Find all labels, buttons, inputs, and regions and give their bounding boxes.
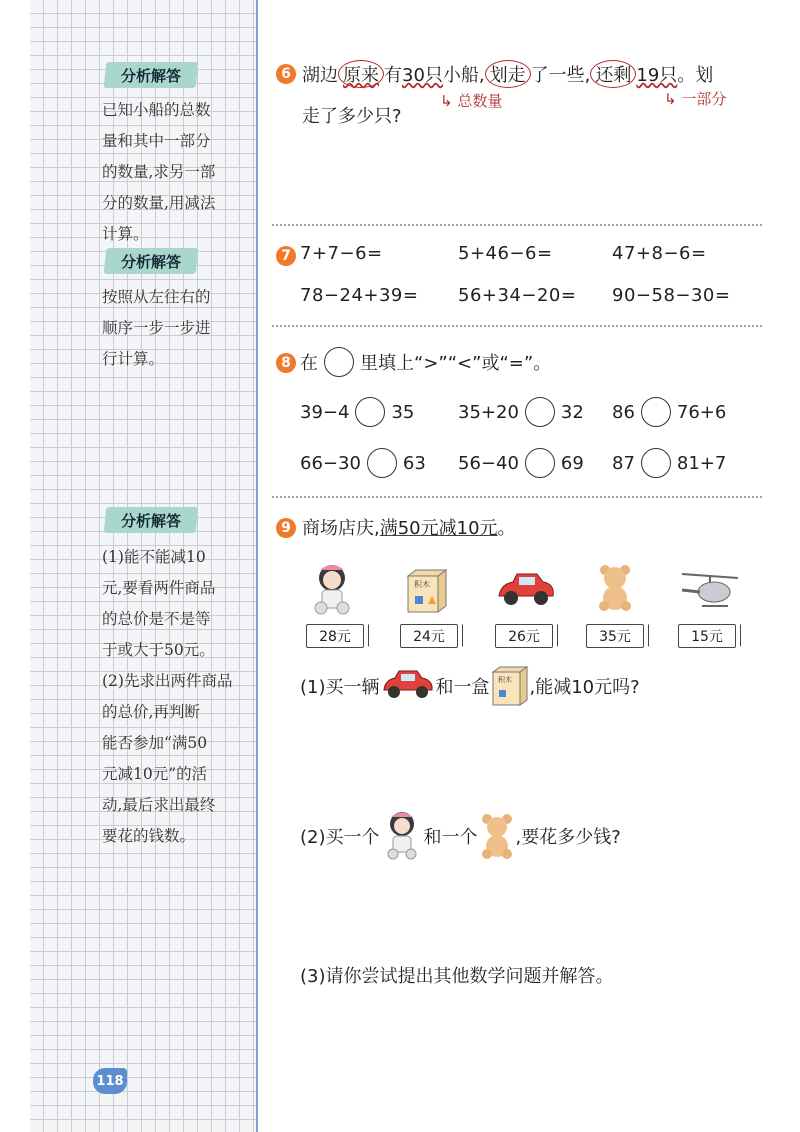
tip-text-2: 按照从左往右的 顺序一步一步进 行计算。 xyxy=(102,288,211,368)
toy-car-icon xyxy=(495,570,557,610)
q6-circled-rowed: 划走 xyxy=(485,60,531,88)
svg-text:积木: 积木 xyxy=(414,580,430,589)
q9-sub-2: (2)买一个 和一个 ,要花多少钱? xyxy=(300,808,621,864)
question-number-9: 9 xyxy=(276,518,296,538)
price-tag: 26元 xyxy=(495,624,553,648)
compare-circle[interactable] xyxy=(525,397,555,427)
compare-circle[interactable] xyxy=(641,397,671,427)
tip-text-3: (1)能不能减10 元,要看两件商品 的总价是不是等 于或大于50元。 (2)先求出两件商品 的总价,再判断 能否参加“满50 元减10元”的活 动,最后求出最终 要花的钱数。 xyxy=(102,548,233,845)
tip-title-2: 分析解答 xyxy=(104,248,199,274)
q8-item-3: 86 76+6 xyxy=(612,397,726,427)
q8-item-4: 66−30 63 xyxy=(300,448,426,478)
q6-line-2: 走了多少只? xyxy=(302,106,402,127)
toy-car-icon xyxy=(380,668,436,704)
question-number-6: 6 xyxy=(276,64,296,84)
price-tag: 35元 xyxy=(586,624,644,648)
answer-circle-icon xyxy=(324,347,354,377)
helicopter-icon xyxy=(678,568,742,612)
compare-circle[interactable] xyxy=(367,448,397,478)
block-box-icon xyxy=(404,566,450,616)
doll-icon xyxy=(380,808,424,864)
question-number-7: 7 xyxy=(276,246,296,266)
q6-note-part: ↳ 一部分 xyxy=(664,90,727,108)
q7-expr-3: 47+8−6= xyxy=(612,243,707,264)
q8-item-1: 39−4 35 xyxy=(300,397,414,427)
q7-expr-5: 56+34−20= xyxy=(458,285,577,306)
section-divider xyxy=(272,496,762,498)
q6-line-1: 湖边 原来 有30只小船, 划走 了一些, 还剩 19只。划 xyxy=(302,60,713,88)
svg-text:积木: 积木 xyxy=(497,676,512,684)
q8-prompt: 在 里填上“>”“<”或“=”。 xyxy=(300,347,551,377)
teddy-bear-icon xyxy=(478,811,516,861)
q7-expr-1: 7+7−6= xyxy=(300,243,383,264)
section-divider xyxy=(272,224,762,226)
page-number-badge: 118 xyxy=(93,1068,127,1094)
section-divider xyxy=(272,325,762,327)
block-box-icon xyxy=(490,664,530,708)
tip-title-3: 分析解答 xyxy=(104,507,199,533)
q7-expr-6: 90−58−30= xyxy=(612,285,731,306)
price-tag: 24元 xyxy=(400,624,458,648)
q6-note-total: ↳ 总数量 xyxy=(440,92,503,110)
q7-expr-4: 78−24+39= xyxy=(300,285,419,306)
q7-expr-2: 5+46−6= xyxy=(458,243,553,264)
q9-sub-1: (1)买一辆 和一盒 积木 ,能减10元吗? xyxy=(300,664,640,708)
q8-item-6: 87 81+7 xyxy=(612,448,726,478)
q6-circled-original: 原来 xyxy=(338,60,384,88)
q8-item-2: 35+20 32 xyxy=(458,397,584,427)
question-number-8: 8 xyxy=(276,353,296,373)
compare-circle[interactable] xyxy=(355,397,385,427)
price-tag: 28元 xyxy=(306,624,364,648)
teddy-bear-icon xyxy=(595,562,635,612)
q9-sub-3: (3)请你尝试提出其他数学问题并解答。 xyxy=(300,966,614,987)
price-tag: 15元 xyxy=(678,624,736,648)
q9-prompt: 商场店庆,满50元减10元。 xyxy=(302,518,516,539)
q8-item-5: 56−40 69 xyxy=(458,448,584,478)
tip-title-1: 分析解答 xyxy=(104,62,199,88)
compare-circle[interactable] xyxy=(641,448,671,478)
doll-icon xyxy=(306,560,358,620)
compare-circle[interactable] xyxy=(525,448,555,478)
q6-circled-remaining: 还剩 xyxy=(590,60,636,88)
sidebar-divider xyxy=(256,0,258,1132)
tip-text-1: 已知小船的总数 量和其中一部分 的数量,求另一部 分的数量,用减法 计算。 xyxy=(102,101,216,243)
